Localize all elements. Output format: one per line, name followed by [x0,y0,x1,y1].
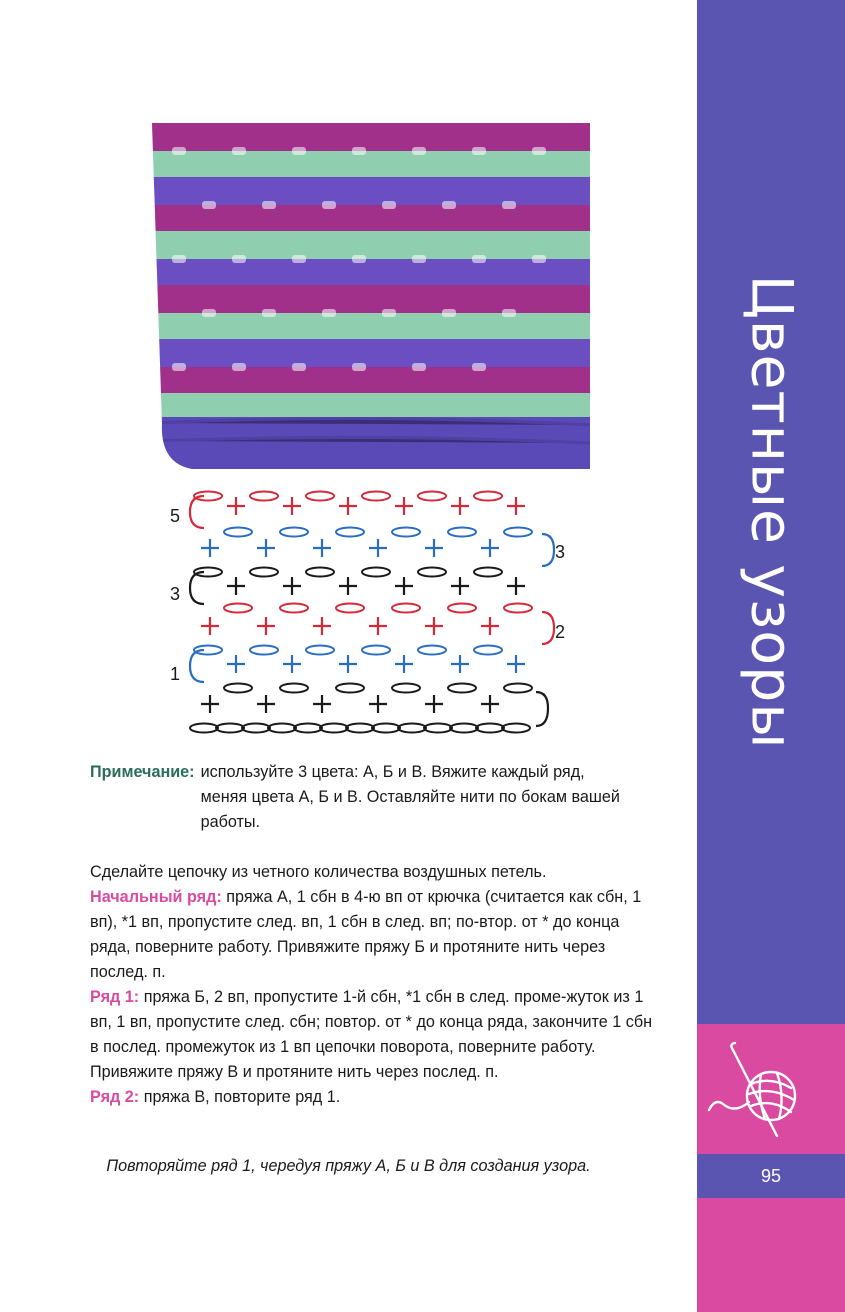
row2-label: Ряд 2: [90,1088,140,1106]
chart-row-label: 1 [170,664,181,684]
chart-ch-symbol [504,684,532,693]
chart-row-label: 5 [170,506,181,526]
yarn-ball-icon [697,1024,845,1154]
chart-ch-symbol [424,724,452,733]
chart-sc-symbol [369,617,387,635]
chart-row-label: 3 [555,542,566,562]
crochet-swatch-photo [152,123,590,469]
chart-ch-symbol [280,604,308,613]
start-row-paragraph [90,885,660,985]
chart-ch-symbol [392,604,420,613]
chart-row-label: 3 [170,584,181,604]
chart-ch-symbol [320,724,348,733]
chart-ch-symbol [336,528,364,537]
chart-ch-symbol [336,604,364,613]
chart-ch-symbol [398,724,426,733]
chart-sc-symbol [369,695,387,713]
sidebar-footer-block [697,1198,845,1312]
chart-ch-symbol [504,528,532,537]
chart-ch-symbol [268,724,296,733]
chart-ch-symbol [418,568,446,577]
chart-sc-symbol [451,497,469,515]
chart-ch-symbol [280,528,308,537]
chart-sc-symbol [201,539,219,557]
page-number: 95 [697,1154,845,1198]
chart-ch-symbol [190,724,218,733]
chart-sc-symbol [283,655,301,673]
chart-ch-symbol [448,684,476,693]
chart-sc-symbol [481,695,499,713]
chart-ch-symbol [280,684,308,693]
chart-ch-symbol [362,568,390,577]
chart-ch-symbol [224,528,252,537]
chart-sc-symbol [313,695,331,713]
chart-ch-symbol [418,646,446,655]
chart-sc-symbol [257,695,275,713]
sidebar-title [697,0,845,1024]
chart-ch-symbol [476,724,504,733]
chart-ch-symbol [504,604,532,613]
chart-sc-symbol [425,695,443,713]
chart-ch-symbol [336,684,364,693]
chart-sc-symbol [481,617,499,635]
instructions [90,860,660,1110]
chart-sc-symbol [339,577,357,595]
chart-turn-chain [542,534,554,566]
crochet-chart [160,482,580,742]
chart-ch-symbol [306,492,334,501]
chart-ch-symbol [474,568,502,577]
chart-sc-symbol [257,617,275,635]
chart-ch-symbol [216,724,244,733]
chart-ch-symbol [474,492,502,501]
chart-sc-symbol [425,617,443,635]
chart-stitches [190,492,554,733]
chart-ch-symbol [346,724,374,733]
chart-sc-symbol [395,497,413,515]
chart-sc-symbol [283,497,301,515]
chart-turn-chain [542,612,554,644]
chart-ch-symbol [250,492,278,501]
row2-paragraph [90,1085,660,1110]
chart-ch-symbol [474,646,502,655]
chart-sc-symbol [425,539,443,557]
chart-ch-symbol [392,684,420,693]
chart-ch-symbol [224,684,252,693]
chart-sc-symbol [507,655,525,673]
chart-sc-symbol [507,497,525,515]
chart-ch-symbol [448,604,476,613]
chart-sc-symbol [201,617,219,635]
chart-row-label: 2 [555,622,566,642]
chart-sc-symbol [507,577,525,595]
note-label: Примечание: [90,763,195,781]
footer-note: Повторяйте ряд 1, чередуя пряжу А, Б и В для создания узора. [106,1157,591,1175]
row2-text: пряжа В, повторите ряд 1. [139,1088,341,1106]
intro-text: Сделайте цепочку из четного количества воздушных петель. [90,863,547,881]
chart-sc-symbol [339,497,357,515]
chart-sc-symbol [481,539,499,557]
chart-ch-symbol [362,646,390,655]
chart-ch-symbol [448,528,476,537]
chart-ch-symbol [502,724,530,733]
chart-sc-symbol [257,539,275,557]
chart-sc-symbol [227,655,245,673]
chart-ch-symbol [242,724,270,733]
yarn-icon-block [697,1024,845,1154]
chart-sc-symbol [227,497,245,515]
chart-sc-symbol [369,539,387,557]
chart-sc-symbol [313,617,331,635]
chart-sc-symbol [283,577,301,595]
start-row-text: пряжа А, 1 сбн в 4-ю вп от крючка (считается как сбн, 1 вп), *1 вп, пропустите след. вп, 1 сбн в след. вп; по-втор. от * до конца ряда, поверните работу. Привяжите пряжу Б и протяните нить через послед. п. [90,888,642,981]
chart-turn-chain [536,692,548,726]
chart-sc-symbol [451,577,469,595]
row1-paragraph [90,985,660,1085]
chart-ch-symbol [372,724,400,733]
chart-ch-symbol [250,568,278,577]
chart-ch-symbol [418,492,446,501]
chart-ch-symbol [294,724,322,733]
row1-text: пряжа Б, 2 вп, пропустите 1-й сбн, *1 сбн в след. проме-жуток из 1 вп, 1 вп, пропустите след. сбн; повтор. от * до конца ряда, закончите 1 сбн в послед. промежуток из 1 вп цепочки поворота, поверните работу. Привяжите пряжу В и протяните нить через послед. п. [90,988,653,1081]
chart-ch-symbol [450,724,478,733]
chart-ch-symbol [250,646,278,655]
chart-ch-symbol [306,646,334,655]
row1-label: Ряд 1: [90,988,140,1006]
start-row-label: Начальный ряд: [90,888,222,906]
chart-sc-symbol [395,577,413,595]
chart-ch-symbol [224,604,252,613]
chart-sc-symbol [313,539,331,557]
chart-ch-symbol [362,492,390,501]
chart-sc-symbol [395,655,413,673]
note-block [90,760,660,835]
chart-sc-symbol [339,655,357,673]
chart-sc-symbol [201,695,219,713]
chart-sc-symbol [451,655,469,673]
chart-ch-symbol [392,528,420,537]
note-text: используйте 3 цвета: А, Б и В. Вяжите каждый ряд, меняя цвета А, Б и В. Оставляйте нити по бокам вашей работы. [200,763,620,831]
sidebar-title-text: Цветные узоры [738,274,804,750]
chart-sc-symbol [227,577,245,595]
chart-ch-symbol [306,568,334,577]
